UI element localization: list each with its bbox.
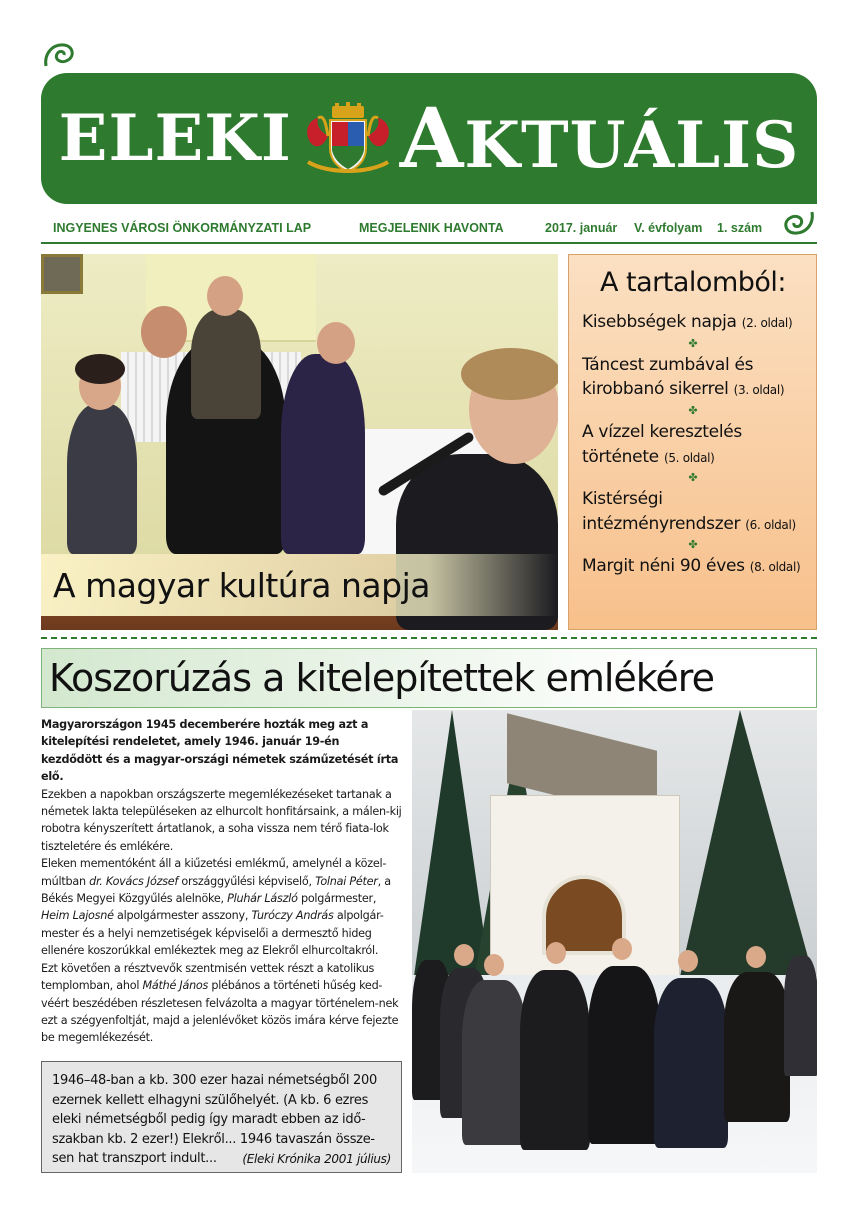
article-lead: Magyarországon 1945 decemberére hozták meg azt a kitelepítési rendeletet, amely 1946. január 19-én kezdődött és a magyar-országi németek száműzetését írta elő. (41, 718, 399, 784)
toc-item[interactable]: A vízzel keresztelés története (5. oldal) (582, 421, 742, 467)
toc-item[interactable]: Táncest zumbával és kirobbanó sikerrel (3. oldal) (582, 354, 785, 400)
toc-separator-icon: ✤ (688, 471, 698, 485)
toc-item[interactable]: Kisebbségek napja (2. oldal) (582, 312, 793, 332)
masthead-subline (41, 216, 817, 240)
coat-of-arms-icon (302, 102, 394, 176)
toc-separator-icon: ✤ (688, 403, 698, 417)
swirl-ornament-icon (42, 40, 76, 70)
section-divider (41, 637, 817, 639)
article-paragraph: Ezekben a napokban országszerte megemlékezéseket tartanak a németek lakta településeken az elhurcolt honfitársaink, a málen-kij robotra kényszerített ártatlanok, a soha vissza nem térő fiata-lok tiszteletére és emlékére. (41, 787, 402, 853)
top-photo-caption: A magyar kultúra napja (41, 554, 558, 616)
issue-number: 1. szám (717, 221, 763, 235)
masthead-banner (41, 73, 817, 204)
quote-box (41, 1061, 402, 1173)
toc-item[interactable]: Kistérségi intézményrendszer (6. oldal) (582, 489, 796, 534)
article-body (41, 716, 402, 1056)
toc-title: A tartalomból: (600, 267, 786, 298)
toc-separator-icon: ✤ (688, 538, 698, 552)
toc-item[interactable]: Margit néni 90 éves (8. oldal) (582, 556, 801, 577)
masthead-title (41, 73, 817, 204)
masthead-word-eleki: ELEKI (58, 100, 292, 176)
issue-date: 2017. január (545, 221, 618, 235)
toc-separator-icon: ✤ (688, 336, 698, 350)
quote-text: 1946–48-ban a kb. 300 ezer hazai németségből 200 ezernek kellett elhagyni szülőhelyét. (A kb. 6 ezres eleki németségből pedig így maradt ebben az idő-szakban kb. 2 ezer!) Elekről... 1946 tavaszán össze-sen hat transzport indult... (52, 1073, 377, 1167)
article-paragraph: Eleken mementóként áll a kiűzetési emlékmű, amelynél a közel-múltban dr. Kovács József országgyűlési képviselő, Tolnai Péter, a Békés Megyei Közgyűlés alelnöke, Pluhár László polgármester, Heim Lajosné alpolgármester asszony, Turóczy András alpolgár-mester és a helyi nemzetiségek képviselői a dermesztő hideg ellenére koszorúkkal emlékeztek meg az Elekről elhurcoltakról. (41, 857, 391, 958)
tagline-monthly: MEGJELENIK HAVONTA (359, 221, 504, 235)
issue-volume: V. évfolyam (634, 221, 703, 235)
table-of-contents (568, 254, 817, 630)
article-headline: Koszorúzás a kitelepítettek emlékére (41, 648, 817, 708)
masthead-word-aktualis: AKTUÁLIS (399, 90, 800, 187)
quote-source: (Eleki Krónika 2001 július) (242, 1151, 391, 1166)
tagline-free-paper: INGYENES VÁROSI ÖNKORMÁNYZATI LAP (53, 221, 312, 235)
culture-day-photo (41, 254, 558, 630)
memorial-wreath-photo (412, 710, 817, 1173)
article-paragraph: Ezt követően a résztvevők szentmisén vettek részt a katolikus templomban, ahol Máthé János plébános a történeti hűség ked-véért beszédében részletesen felvázolta a magyar történelem-nek ezt a szégyenfoltját, majd a jelenlévőket közös imára kérve fejezte be megemlékezését. (41, 961, 399, 1045)
masthead-rule (41, 242, 817, 244)
